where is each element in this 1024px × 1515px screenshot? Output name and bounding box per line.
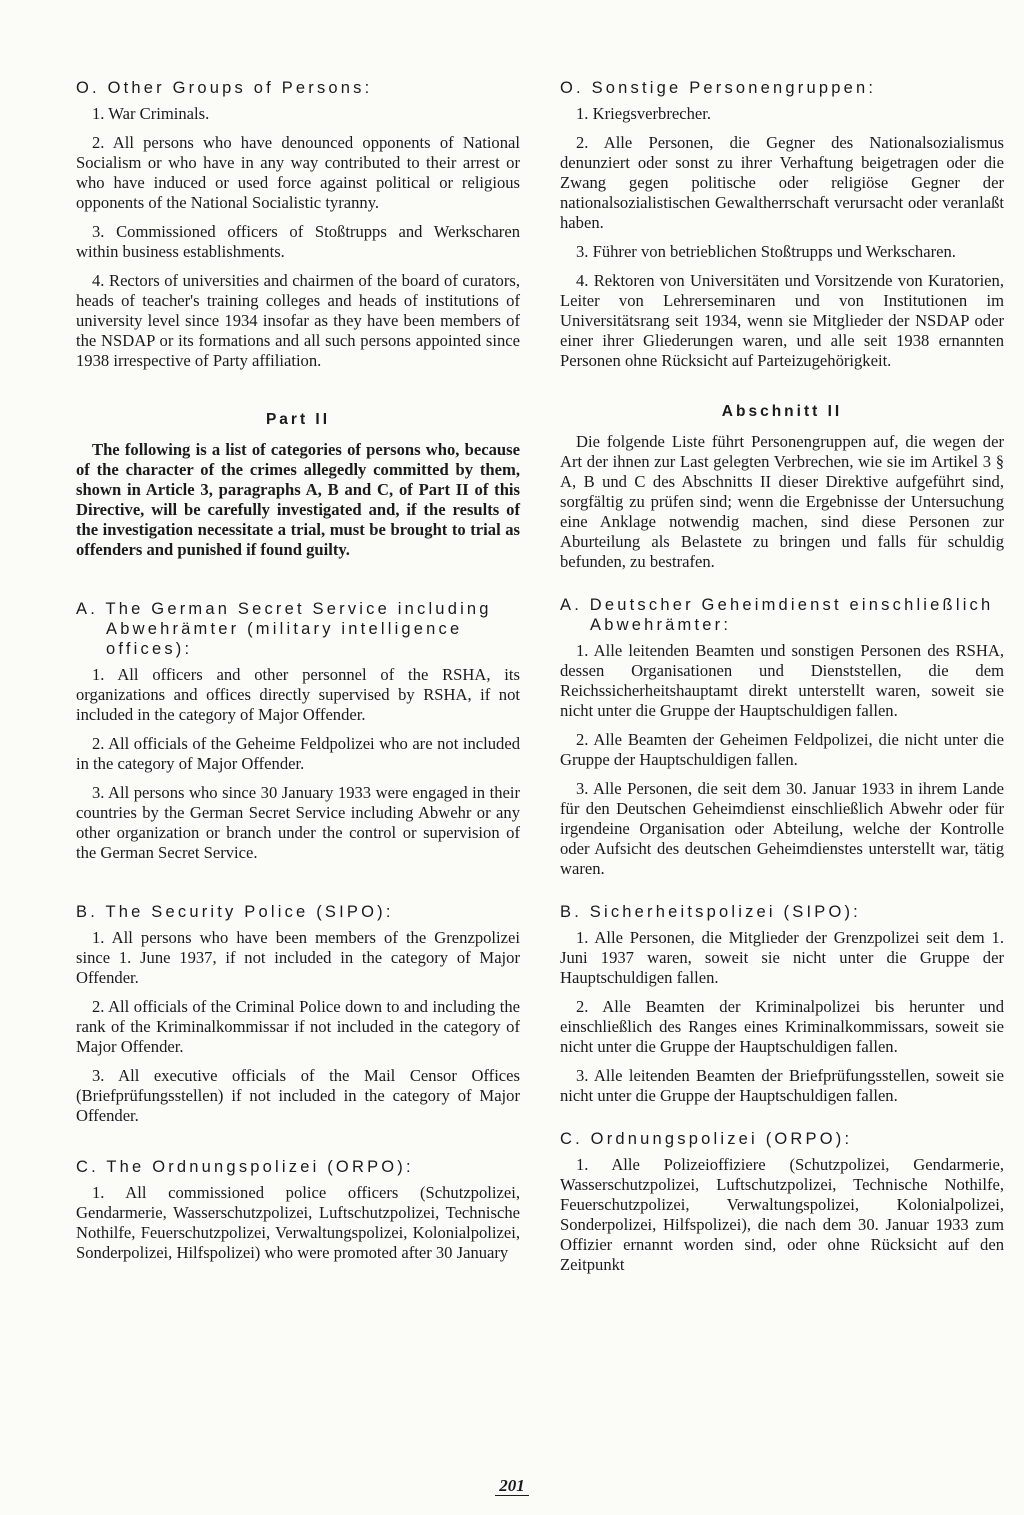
section-c-heading: C. The Ordnungspolizei (ORPO): — [76, 1158, 414, 1176]
section-o-item: 1. War Criminals. — [92, 104, 210, 123]
abschnitt-b-heading: B. Sicherheitspolizei (SIPO): — [560, 903, 861, 921]
abschnitt-b-item: 3. Alle leitenden Beamten der Briefprüfungsstellen, soweit sie nicht unter die Gruppe der Hauptschuldigen fallen. — [560, 1066, 1004, 1105]
abschnitt-o-heading: O. Sonstige Personengruppen: — [560, 79, 877, 97]
abschnitt-intro: Die folgende Liste führt Personengruppen auf, die wegen der Art der ihnen zur Last gelegten Verbrechen, wie sie im Artikel 3 § A, B und C des Abschnitts II dieser Direktive aufgeführt sind, sorgfältig zu prüfen sind; wenn die Ergebnisse der Untersuchung eine Anklage notwendig machen, sind diese Personen zur Aburteilung als Belastete zu bringen und falls für schuldig befunden, zu bestrafen. — [560, 432, 1004, 571]
abschnitt-b-item: 1. Alle Personen, die Mitglieder der Grenzpolizei seit dem 1. Juni 1937 waren, soweit sie nicht unter die Gruppe der Hauptschuldigen fallen. — [560, 928, 1004, 987]
abschnitt-title: Abschnitt II — [721, 403, 843, 420]
section-a-item: 1. All officers and other personnel of the RSHA, its organizations and offices directly supervised by RSHA, if not included in the category of Major Offender. — [76, 665, 520, 724]
abschnitt-a-item: 3. Alle Personen, die seit dem 30. Januar 1933 in ihrem Lande für den Deutschen Geheimdienst einschließlich Abwehr oder für irgendeine Organisation oder Abteilung, welche der Kontrolle oder Aufsicht des deutschen Geheimdienstes unterstellt war, tätig waren. — [560, 779, 1004, 878]
section-b-item: 2. All officials of the Criminal Police down to and including the rank of the Kriminalkommissar if not included in the category of Major Offender. — [76, 997, 520, 1056]
abschnitt-o-item: 1. Kriegsverbrecher. — [576, 104, 711, 123]
abschnitt-c-item: 1. Alle Polizeioffiziere (Schutzpolizei, Gendarmerie, Wasserschutzpolizei, Luftschutzpolizei, Technische Nothilfe, Feuerschutzpolizei, Verwaltungspolizei, Kolonialpolizei, Sonderpolizei, Hilfspolizei), die nach dem 30. Januar 1933 zum Offizier ernannt worden sind, oder ohne Rücksicht auf den Zeitpunkt — [560, 1155, 1004, 1274]
part-title: Part II — [265, 411, 331, 428]
section-o-item: 3. Commissioned officers of Stoßtrupps and Werkscharen within business establishments. — [76, 222, 520, 261]
section-c-item: 1. All commissioned police officers (Schutzpolizei, Gendarmerie, Wasserschutzpolizei, Luftschutzpolizei, Technische Nothilfe, Feuerschutzpolizei, Verwaltungspolizei, Kolonialpolizei, Sonderpolizei, Hilfspolizei) who were promoted after 30 January — [76, 1183, 520, 1262]
abschnitt-b-item: 2. Alle Beamten der Kriminalpolizei bis herunter und einschließlich des Ranges eines Kriminalkommissars, soweit sie nicht unter die Gruppe der Hauptschuldigen fallen. — [560, 997, 1004, 1056]
section-o-item: 2. All persons who have denounced opponents of National Socialism or who have in any way contributed to their arrest or who have induced or used force against political or religious opponents of the National Socialistic tyranny. — [76, 133, 520, 212]
section-a-item: 2. All officials of the Geheime Feldpolizei who are not included in the category of Major Offender. — [76, 734, 520, 773]
english-column — [76, 78, 520, 1272]
section-o-heading: O. Other Groups of Persons: — [76, 79, 373, 97]
section-o-item: 4. Rectors of universities and chairmen of the board of curators, heads of teacher's training colleges and heads of institutions of university level since 1934 insofar as they have been members of the NSDAP or its formations and all such persons appointed since 1938 irrespective of Party affiliation. — [76, 271, 520, 370]
abschnitt-o-item: 3. Führer von betrieblichen Stoßtrupps und Werkscharen. — [576, 242, 956, 261]
page-number-text: 201 — [495, 1476, 529, 1496]
german-column — [560, 78, 1004, 1284]
abschnitt-o-item: 4. Rektoren von Universitäten und Vorsitzende von Kuratorien, Leiter von Lehrerseminaren und von Institutionen im Universitätsrang seit 1934, wenn sie Mitglieder der NSDAP oder einer ihrer Gliederungen waren, und alle seit 1938 ernannten Personen ohne Rücksicht auf Parteizugehörigkeit. — [560, 271, 1004, 370]
section-a-item: 3. All persons who since 30 January 1933 were engaged in their countries by the German Secret Service including Abwehr or any other organization or branch under the control or supervision of the German Secret Service. — [76, 783, 520, 862]
part-intro: The following is a list of categories of persons who, because of the character of the crimes allegedly committed by them, shown in Article 3, paragraphs A, B and C, of Part II of this Directive, will be carefully investigated and, if the results of the investigation necessitate a trial, must be brought to trial as offenders and punished if found guilty. — [76, 440, 520, 559]
section-b-item: 3. All executive officials of the Mail Censor Offices (Briefprüfungsstellen) if not included in the category of Major Offender. — [76, 1066, 520, 1125]
abschnitt-a-item: 1. Alle leitenden Beamten und sonstigen Personen des RSHA, dessen Organisationen und Dienststellen, die dem Reichssicherheitshauptamt direkt unterstellt waren, soweit sie nicht unter die Gruppe der Hauptschuldigen fallen. — [560, 641, 1004, 720]
abschnitt-a-item: 2. Alle Beamten der Geheimen Feldpolizei, die nicht unter die Gruppe der Hauptschuldigen fallen. — [560, 730, 1004, 769]
section-b-heading: B. The Security Police (SIPO): — [76, 903, 394, 921]
abschnitt-a-heading: A. Deutscher Geheimdienst einschließlich Abwehrämter: — [560, 596, 994, 634]
page-number — [0, 1476, 1024, 1496]
section-a-heading: A. The German Secret Service including Abwehrämter (military intelligence offices): — [76, 600, 492, 658]
abschnitt-c-heading: C. Ordnungspolizei (ORPO): — [560, 1130, 853, 1148]
section-b-item: 1. All persons who have been members of the Grenzpolizei since 1. June 1937, if not included in the category of Major Offender. — [76, 928, 520, 987]
abschnitt-o-item: 2. Alle Personen, die Gegner des Nationalsozialismus denunziert oder sonst zu ihrer Verhaftung beigetragen oder die Zwang gegen politische oder religiöse Gegner der nationalsozialistischen Gewaltherrschaft verursacht oder veranlaßt haben. — [560, 133, 1004, 232]
